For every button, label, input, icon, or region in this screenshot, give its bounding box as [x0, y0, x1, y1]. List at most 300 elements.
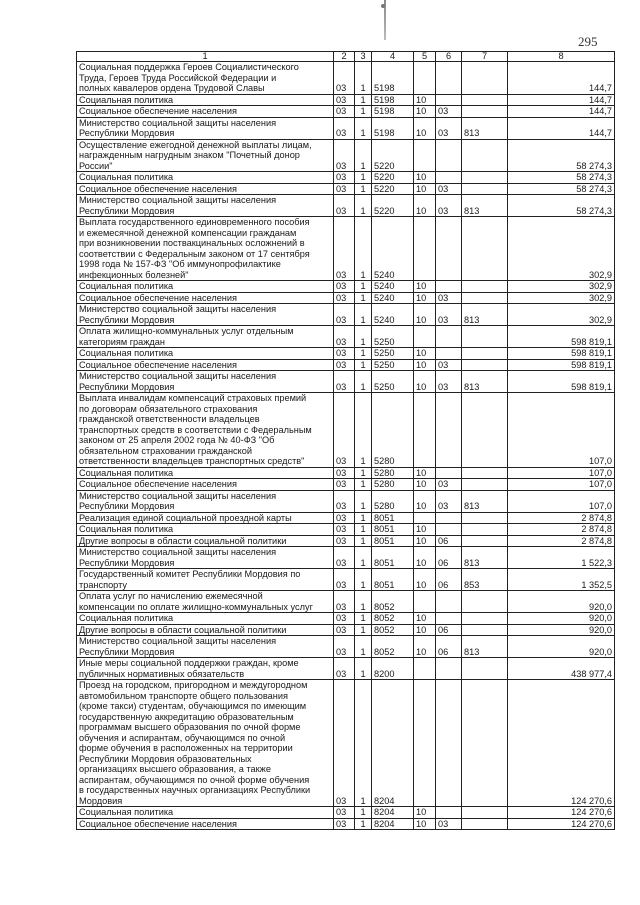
cell-amount: 144,7 [508, 62, 615, 95]
cell-target-code: 5198 [372, 106, 414, 118]
cell-section [414, 680, 436, 807]
cell-code-a: 03 [334, 326, 355, 348]
cell-description: Министерство социальной защиты населения Республики Мордовия [77, 490, 334, 512]
cell-ministry-code [462, 535, 508, 547]
cell-section [414, 326, 436, 348]
cell-amount: 598 819,1 [508, 348, 615, 360]
cell-description: Другие вопросы в области социальной политики [77, 535, 334, 547]
cell-target-code: 5240 [372, 304, 414, 326]
cell-target-code: 8204 [372, 807, 414, 819]
cell-subsection: 03 [436, 195, 462, 217]
cell-ministry-code [462, 393, 508, 468]
cell-subsection: 06 [436, 636, 462, 658]
cell-amount: 598 819,1 [508, 371, 615, 393]
cell-amount: 2 874,8 [508, 535, 615, 547]
cell-section [414, 217, 436, 281]
header-col-7: 7 [462, 52, 508, 62]
cell-code-b: 1 [355, 281, 372, 293]
cell-amount: 144,7 [508, 106, 615, 118]
cell-description: Социальное обеспечение населения [77, 183, 334, 195]
cell-section: 10 [414, 807, 436, 819]
table-row [77, 613, 615, 625]
cell-ministry-code: 813 [462, 371, 508, 393]
cell-description: Социальное обеспечение населения [77, 479, 334, 491]
cell-ministry-code [462, 94, 508, 106]
cell-subsection [436, 217, 462, 281]
cell-subsection: 03 [436, 106, 462, 118]
cell-target-code: 5198 [372, 117, 414, 139]
cell-subsection: 03 [436, 117, 462, 139]
cell-section: 10 [414, 292, 436, 304]
cell-subsection [436, 139, 462, 172]
cell-amount: 124 270,6 [508, 680, 615, 807]
table-row [77, 547, 615, 569]
cell-code-b: 1 [355, 359, 372, 371]
cell-amount: 920,0 [508, 613, 615, 625]
table-row [77, 304, 615, 326]
table-row [77, 624, 615, 636]
table-row [77, 569, 615, 591]
cell-amount: 1 352,5 [508, 569, 615, 591]
cell-amount: 2 874,8 [508, 512, 615, 524]
header-col-1: 1 [77, 52, 334, 62]
cell-code-a: 03 [334, 304, 355, 326]
table-row [77, 183, 615, 195]
cell-description: Министерство социальной защиты населения Республики Мордовия [77, 371, 334, 393]
cell-code-b: 1 [355, 326, 372, 348]
cell-amount: 107,0 [508, 393, 615, 468]
cell-code-a: 03 [334, 172, 355, 184]
cell-description: Государственный комитет Республики Мордовия по транспорту [77, 569, 334, 591]
cell-description: Социальная политика [77, 281, 334, 293]
cell-amount: 920,0 [508, 636, 615, 658]
cell-ministry-code [462, 326, 508, 348]
cell-description: Иные меры социальной поддержки граждан, кроме публичных нормативных обязательств [77, 658, 334, 680]
cell-description: Социальная политика [77, 524, 334, 536]
cell-description: Социальная политика [77, 94, 334, 106]
cell-code-b: 1 [355, 183, 372, 195]
cell-section: 10 [414, 348, 436, 360]
cell-ministry-code [462, 591, 508, 613]
binding-dot [381, 4, 385, 8]
cell-code-a: 03 [334, 636, 355, 658]
cell-target-code: 5240 [372, 217, 414, 281]
cell-code-b: 1 [355, 467, 372, 479]
cell-amount: 1 522,3 [508, 547, 615, 569]
cell-ministry-code [462, 292, 508, 304]
cell-code-b: 1 [355, 547, 372, 569]
cell-code-a: 03 [334, 292, 355, 304]
cell-code-b: 1 [355, 591, 372, 613]
cell-subsection: 03 [436, 292, 462, 304]
cell-subsection [436, 281, 462, 293]
cell-description: Министерство социальной защиты населения Республики Мордовия [77, 117, 334, 139]
cell-code-a: 03 [334, 591, 355, 613]
cell-ministry-code [462, 658, 508, 680]
cell-section [414, 62, 436, 95]
cell-code-b: 1 [355, 393, 372, 468]
cell-section: 10 [414, 479, 436, 491]
table-row [77, 292, 615, 304]
table-row [77, 326, 615, 348]
cell-target-code: 5250 [372, 326, 414, 348]
cell-code-a: 03 [334, 139, 355, 172]
cell-ministry-code [462, 139, 508, 172]
cell-code-a: 03 [334, 680, 355, 807]
cell-target-code: 5250 [372, 359, 414, 371]
table-row [77, 807, 615, 819]
cell-subsection: 03 [436, 304, 462, 326]
cell-section: 10 [414, 183, 436, 195]
table-row [77, 636, 615, 658]
cell-amount: 598 819,1 [508, 326, 615, 348]
cell-ministry-code: 813 [462, 195, 508, 217]
cell-ministry-code [462, 217, 508, 281]
cell-section: 10 [414, 569, 436, 591]
cell-code-a: 03 [334, 524, 355, 536]
cell-subsection [436, 393, 462, 468]
cell-code-b: 1 [355, 569, 372, 591]
cell-code-a: 03 [334, 106, 355, 118]
header-col-3: 3 [355, 52, 372, 62]
cell-section: 10 [414, 490, 436, 512]
table-row [77, 139, 615, 172]
cell-ministry-code [462, 807, 508, 819]
table-row [77, 524, 615, 536]
cell-section: 10 [414, 117, 436, 139]
cell-subsection [436, 348, 462, 360]
cell-code-b: 1 [355, 217, 372, 281]
cell-subsection [436, 94, 462, 106]
cell-code-a: 03 [334, 818, 355, 830]
cell-amount: 920,0 [508, 624, 615, 636]
cell-code-b: 1 [355, 490, 372, 512]
budget-table [76, 51, 615, 830]
cell-ministry-code: 813 [462, 547, 508, 569]
cell-target-code: 8051 [372, 512, 414, 524]
cell-code-b: 1 [355, 117, 372, 139]
cell-target-code: 8051 [372, 569, 414, 591]
cell-target-code: 5220 [372, 139, 414, 172]
cell-ministry-code [462, 183, 508, 195]
table-header-row [77, 52, 615, 62]
table-row [77, 281, 615, 293]
cell-code-a: 03 [334, 624, 355, 636]
table-body [77, 62, 615, 830]
cell-description: Социальная политика [77, 807, 334, 819]
cell-ministry-code [462, 512, 508, 524]
cell-subsection [436, 613, 462, 625]
cell-subsection: 03 [436, 479, 462, 491]
cell-target-code: 8204 [372, 680, 414, 807]
cell-code-a: 03 [334, 569, 355, 591]
cell-code-a: 03 [334, 62, 355, 95]
cell-description: Выплата государственного единовременного пособия и ежемесячной денежной компенсации гражданам при возникновении поствакцинальных осложнений в соответствии с Федеральным законом от 17 сентября 1998 года № 157-ФЗ "Об иммунопрофилактике инфекционных болезней" [77, 217, 334, 281]
cell-amount: 2 874,8 [508, 524, 615, 536]
cell-subsection [436, 680, 462, 807]
cell-section: 10 [414, 371, 436, 393]
cell-description: Реализация единой социальной проездной карты [77, 512, 334, 524]
table-row [77, 359, 615, 371]
table-row [77, 195, 615, 217]
cell-section: 10 [414, 195, 436, 217]
cell-target-code: 8052 [372, 613, 414, 625]
cell-ministry-code [462, 624, 508, 636]
cell-code-a: 03 [334, 94, 355, 106]
cell-section: 10 [414, 636, 436, 658]
cell-code-a: 03 [334, 195, 355, 217]
cell-subsection: 06 [436, 569, 462, 591]
cell-target-code: 5220 [372, 172, 414, 184]
cell-ministry-code [462, 818, 508, 830]
table-row [77, 62, 615, 95]
cell-section: 10 [414, 624, 436, 636]
cell-subsection: 06 [436, 547, 462, 569]
cell-section [414, 393, 436, 468]
cell-code-a: 03 [334, 359, 355, 371]
cell-subsection: 03 [436, 183, 462, 195]
cell-code-a: 03 [334, 183, 355, 195]
table-row [77, 535, 615, 547]
cell-code-a: 03 [334, 658, 355, 680]
table-row [77, 217, 615, 281]
cell-subsection: 03 [436, 371, 462, 393]
cell-code-b: 1 [355, 636, 372, 658]
table-row [77, 172, 615, 184]
cell-code-b: 1 [355, 624, 372, 636]
table-row [77, 106, 615, 118]
cell-amount: 598 819,1 [508, 359, 615, 371]
cell-description: Социальное обеспечение населения [77, 292, 334, 304]
header-col-2: 2 [334, 52, 355, 62]
cell-subsection [436, 591, 462, 613]
cell-ministry-code [462, 106, 508, 118]
cell-subsection [436, 172, 462, 184]
cell-amount: 58 274,3 [508, 139, 615, 172]
table-row [77, 371, 615, 393]
cell-code-a: 03 [334, 807, 355, 819]
cell-code-b: 1 [355, 807, 372, 819]
cell-code-b: 1 [355, 613, 372, 625]
cell-ministry-code: 813 [462, 636, 508, 658]
cell-code-b: 1 [355, 524, 372, 536]
cell-section: 10 [414, 304, 436, 326]
cell-code-b: 1 [355, 512, 372, 524]
cell-description: Проезд на городском, пригородном и междугородном автомобильном транспорте общего пользования (кроме такси) студентам, обучающимся по имеющим государственную аккредитацию образовательным программам высшего образования по очной форме обучения и аспирантам, обучающимся по очной форме обучения в расположенных на территории Республики Мордовия образовательных организациях высшего образования, а также аспирантам, обучающимся по очной форме обучения в государственных научных организациях Республики Мордовия [77, 680, 334, 807]
cell-code-b: 1 [355, 348, 372, 360]
cell-amount: 438 977,4 [508, 658, 615, 680]
cell-amount: 144,7 [508, 94, 615, 106]
cell-code-a: 03 [334, 281, 355, 293]
cell-description: Министерство социальной защиты населения Республики Мордовия [77, 636, 334, 658]
table-row [77, 117, 615, 139]
cell-subsection: 03 [436, 818, 462, 830]
cell-ministry-code: 813 [462, 304, 508, 326]
cell-code-a: 03 [334, 479, 355, 491]
cell-section: 10 [414, 547, 436, 569]
cell-amount: 302,9 [508, 217, 615, 281]
cell-amount: 302,9 [508, 292, 615, 304]
cell-ministry-code: 853 [462, 569, 508, 591]
cell-code-a: 03 [334, 512, 355, 524]
cell-subsection: 03 [436, 359, 462, 371]
table-row [77, 591, 615, 613]
header-col-6: 6 [436, 52, 462, 62]
cell-code-b: 1 [355, 139, 372, 172]
cell-target-code: 8200 [372, 658, 414, 680]
cell-code-b: 1 [355, 680, 372, 807]
cell-target-code: 8204 [372, 818, 414, 830]
cell-amount: 302,9 [508, 281, 615, 293]
cell-description: Оплата жилищно-коммунальных услуг отдельным категориям граждан [77, 326, 334, 348]
cell-subsection [436, 62, 462, 95]
cell-code-a: 03 [334, 217, 355, 281]
cell-subsection [436, 512, 462, 524]
cell-section: 10 [414, 524, 436, 536]
cell-code-b: 1 [355, 62, 372, 95]
header-col-8: 8 [508, 52, 615, 62]
cell-subsection [436, 807, 462, 819]
cell-description: Социальная политика [77, 172, 334, 184]
table-row [77, 393, 615, 468]
cell-ministry-code [462, 62, 508, 95]
cell-description: Социальная политика [77, 467, 334, 479]
cell-subsection [436, 524, 462, 536]
cell-amount: 107,0 [508, 490, 615, 512]
cell-code-a: 03 [334, 371, 355, 393]
table-row [77, 490, 615, 512]
cell-code-a: 03 [334, 535, 355, 547]
cell-target-code: 5240 [372, 292, 414, 304]
cell-amount: 107,0 [508, 479, 615, 491]
cell-subsection [436, 467, 462, 479]
cell-code-b: 1 [355, 818, 372, 830]
cell-target-code: 8052 [372, 591, 414, 613]
cell-code-b: 1 [355, 195, 372, 217]
cell-section [414, 139, 436, 172]
cell-description: Социальная поддержка Героев Социалистического Труда, Героев Труда Российской Федерации и полных кавалеров ордена Трудовой Славы [77, 62, 334, 95]
cell-description: Министерство социальной защиты населения Республики Мордовия [77, 195, 334, 217]
cell-section: 10 [414, 613, 436, 625]
cell-description: Оплата услуг по начислению ежемесячной компенсации по оплате жилищно-коммунальных услуг [77, 591, 334, 613]
table-row [77, 818, 615, 830]
cell-section: 10 [414, 106, 436, 118]
cell-amount: 58 274,3 [508, 172, 615, 184]
cell-code-a: 03 [334, 467, 355, 479]
cell-amount: 58 274,3 [508, 195, 615, 217]
cell-ministry-code [462, 479, 508, 491]
cell-ministry-code [462, 348, 508, 360]
cell-target-code: 5280 [372, 479, 414, 491]
cell-amount: 58 274,3 [508, 183, 615, 195]
cell-section [414, 512, 436, 524]
cell-description: Социальная политика [77, 348, 334, 360]
cell-ministry-code [462, 172, 508, 184]
cell-section [414, 658, 436, 680]
table-row [77, 94, 615, 106]
cell-amount: 124 270,6 [508, 818, 615, 830]
cell-target-code: 5250 [372, 348, 414, 360]
cell-target-code: 5220 [372, 195, 414, 217]
cell-code-b: 1 [355, 479, 372, 491]
table-row [77, 658, 615, 680]
cell-code-a: 03 [334, 547, 355, 569]
header-col-4: 4 [372, 52, 414, 62]
cell-description: Осуществление ежегодной денежной выплаты лицам, награжденным нагрудным знаком "Почетный донор России" [77, 139, 334, 172]
cell-amount: 124 270,6 [508, 807, 615, 819]
cell-section: 10 [414, 172, 436, 184]
cell-amount: 302,9 [508, 304, 615, 326]
cell-code-a: 03 [334, 348, 355, 360]
cell-section: 10 [414, 94, 436, 106]
cell-section: 10 [414, 359, 436, 371]
cell-description: Социальное обеспечение населения [77, 818, 334, 830]
cell-description: Социальная политика [77, 613, 334, 625]
cell-code-b: 1 [355, 94, 372, 106]
cell-target-code: 5280 [372, 467, 414, 479]
table-row [77, 512, 615, 524]
cell-code-b: 1 [355, 292, 372, 304]
cell-code-a: 03 [334, 393, 355, 468]
cell-target-code: 8052 [372, 624, 414, 636]
cell-target-code: 5198 [372, 94, 414, 106]
header-col-5: 5 [414, 52, 436, 62]
cell-target-code: 5250 [372, 371, 414, 393]
cell-code-a: 03 [334, 490, 355, 512]
cell-ministry-code [462, 281, 508, 293]
cell-target-code: 8051 [372, 524, 414, 536]
cell-description: Другие вопросы в области социальной политики [77, 624, 334, 636]
cell-section: 10 [414, 535, 436, 547]
cell-amount: 107,0 [508, 467, 615, 479]
cell-ministry-code: 813 [462, 117, 508, 139]
cell-code-a: 03 [334, 613, 355, 625]
cell-target-code: 5220 [372, 183, 414, 195]
cell-section: 10 [414, 467, 436, 479]
cell-description: Выплата инвалидам компенсаций страховых премий по договорам обязательного страхования гражданской ответственности владельцев транспортных средств в соответствии с Федеральным законом от 25 апреля 2002 года № 40-ФЗ "Об обязательном страховании гражданской ответственности владельцев транспортных средств" [77, 393, 334, 468]
cell-description: Министерство социальной защиты населения Республики Мордовия [77, 547, 334, 569]
cell-code-b: 1 [355, 304, 372, 326]
cell-ministry-code [462, 467, 508, 479]
cell-ministry-code [462, 680, 508, 807]
cell-ministry-code: 813 [462, 490, 508, 512]
cell-subsection: 06 [436, 624, 462, 636]
cell-section: 10 [414, 818, 436, 830]
cell-subsection: 06 [436, 535, 462, 547]
cell-target-code: 8052 [372, 636, 414, 658]
cell-code-b: 1 [355, 172, 372, 184]
cell-description: Социальное обеспечение населения [77, 359, 334, 371]
cell-code-a: 03 [334, 117, 355, 139]
cell-section [414, 591, 436, 613]
table-row [77, 680, 615, 807]
cell-subsection [436, 326, 462, 348]
cell-code-b: 1 [355, 371, 372, 393]
cell-subsection [436, 658, 462, 680]
cell-amount: 920,0 [508, 591, 615, 613]
cell-target-code: 5280 [372, 393, 414, 468]
cell-target-code: 5280 [372, 490, 414, 512]
cell-code-b: 1 [355, 106, 372, 118]
cell-subsection: 03 [436, 490, 462, 512]
cell-ministry-code [462, 613, 508, 625]
table-row [77, 467, 615, 479]
cell-code-b: 1 [355, 535, 372, 547]
cell-section: 10 [414, 281, 436, 293]
cell-amount: 144,7 [508, 117, 615, 139]
table-row [77, 479, 615, 491]
cell-ministry-code [462, 524, 508, 536]
